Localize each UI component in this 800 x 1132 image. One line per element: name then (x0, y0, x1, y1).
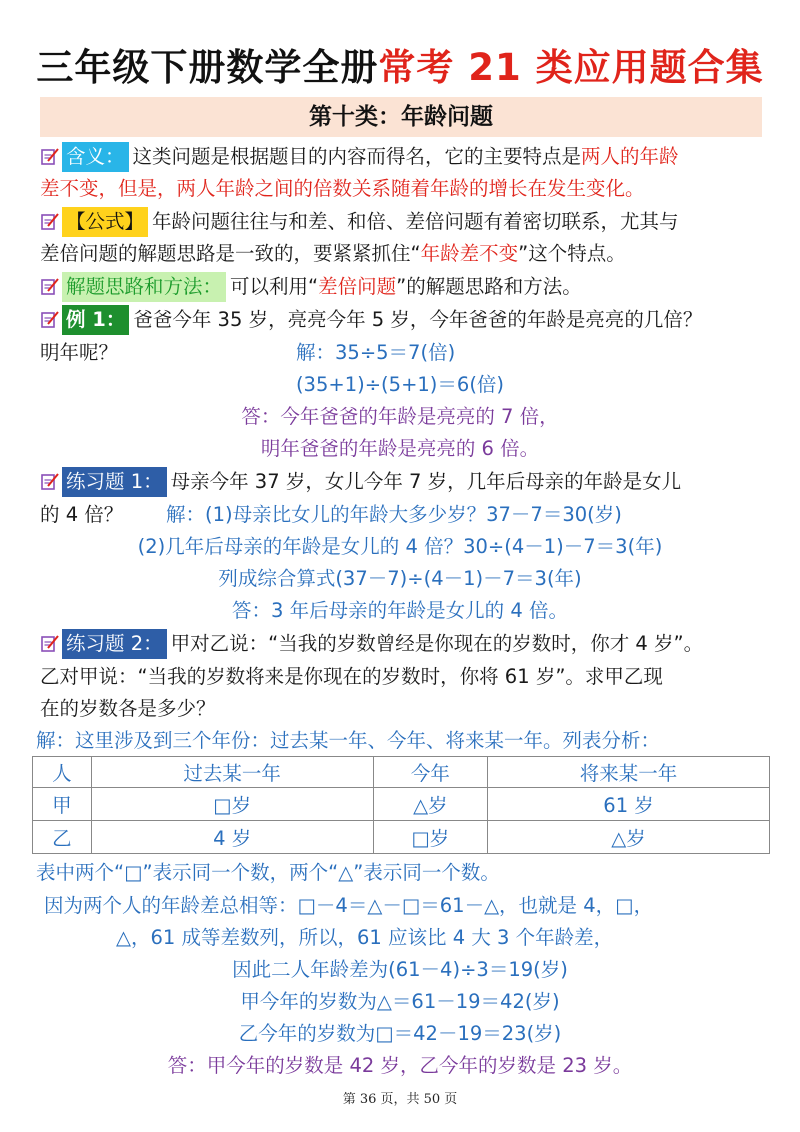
table-cell: △岁 (488, 821, 770, 854)
method-text-b: ”的解题思路和方法。 (396, 275, 582, 298)
example1-tag: 例 1： (62, 305, 129, 335)
practice1-solution-3: 列成综合算式(37－7)÷(4－1)－7＝3(年) (218, 567, 582, 590)
table-cell: 4 岁 (91, 821, 373, 854)
table-cell: □岁 (91, 788, 373, 821)
formula-text-b: ”这个特点。 (518, 242, 626, 265)
meaning-text: 这类问题是根据题目的内容而得名，它的主要特点是 (132, 145, 582, 168)
meaning-line-2: 差不变，但是，两人年龄之间的倍数关系随着年龄的增长在发生变化。 (40, 177, 645, 200)
formula-line-2 (40, 239, 626, 269)
page-title (0, 40, 800, 96)
method-text-red: 差倍问题 (318, 275, 397, 298)
method-text-a: 可以利用“ (230, 275, 319, 298)
page-footer: 第 36 页，共 50 页 (342, 1092, 458, 1107)
notepad-icon (40, 276, 60, 296)
practice2-line-1 (40, 629, 703, 659)
formula-line-1 (40, 207, 679, 237)
formula-text-red: 年龄差不变 (420, 242, 519, 265)
example1-answer-1: 答：今年爸爸的年龄是亮亮的 7 倍， (241, 405, 559, 428)
notepad-icon (40, 211, 60, 231)
table-cell: 61 岁 (488, 788, 770, 821)
table-cell: △岁 (373, 788, 488, 821)
practice1-line-2: 的 4 倍？ (40, 503, 124, 526)
section-heading: 第十类：年龄问题 (40, 97, 762, 137)
example1-solution-1: 解：35÷5＝7(倍) (296, 341, 456, 364)
formula-tag: 【公式】 (62, 207, 148, 237)
title-red: 常考 21 类应用题合集 (378, 46, 764, 89)
example1-answer-2: 明年爸爸的年龄是亮亮的 6 倍。 (260, 437, 540, 460)
table-row (33, 788, 770, 821)
practice2-note: 表中两个“□”表示同一个数，两个“△”表示同一个数。 (36, 861, 500, 884)
practice1-tag: 练习题 1： (62, 467, 167, 497)
method-line (40, 272, 582, 302)
practice1-line-1 (40, 467, 681, 497)
notepad-icon (40, 471, 60, 491)
practice2-reason-1: 因为两个人的年龄差总相等：□－4＝△－□＝61－△，也就是 4，□， (44, 894, 654, 917)
practice2-question-1: 甲对乙说：“当我的岁数曾经是你现在的岁数时，你才 4 岁”。 (170, 632, 704, 655)
practice1-solution-1: 解：(1)母亲比女儿的年龄大多少岁？37－7＝30(岁) (166, 503, 622, 526)
practice1-answer: 答：3 年后母亲的年龄是女儿的 4 倍。 (232, 599, 568, 622)
table-cell: 甲 (33, 788, 92, 821)
method-tag: 解题思路和方法： (62, 272, 226, 302)
formula-text: 年龄问题往往与和差、和倍、差倍问题有着密切联系，尤其与 (152, 210, 679, 233)
title-black: 三年级下册数学全册 (36, 46, 379, 89)
example1-question: 爸爸今年 35 岁，亮亮今年 5 岁，今年爸爸的年龄是亮亮的几倍？ (133, 308, 703, 331)
practice2-calc-3: 乙今年的岁数为□＝42－19＝23(岁) (238, 1022, 562, 1045)
age-table (32, 756, 770, 854)
table-cell: □岁 (373, 821, 488, 854)
notepad-icon (40, 309, 60, 329)
table-cell: 乙 (33, 821, 92, 854)
meaning-line-1 (40, 142, 679, 172)
table-header-cell: 人 (33, 757, 92, 788)
example1-line-2: 明年呢？ (40, 341, 119, 364)
practice2-calc-1: 因此二人年龄差为(61－4)÷3＝19(岁) (232, 958, 568, 981)
practice2-tag: 练习题 2： (62, 629, 167, 659)
table-header-row (33, 757, 770, 788)
practice1-solution-2: (2)几年后母亲的年龄是女儿的 4 倍？30÷(4－1)－7＝3(年) (137, 535, 663, 558)
notepad-icon (40, 633, 60, 653)
meaning-text-red: 两人的年龄 (581, 145, 679, 168)
notepad-icon (40, 146, 60, 166)
table-header-cell: 过去某一年 (91, 757, 373, 788)
table-header-cell: 将来某一年 (488, 757, 770, 788)
practice1-question: 母亲今年 37 岁，女儿今年 7 岁，几年后母亲的年龄是女儿 (170, 470, 682, 493)
practice2-line-2: 乙对甲说：“当我的岁数将来是你现在的岁数时，你将 61 岁”。求甲乙现 (40, 665, 663, 688)
table-header-cell: 今年 (373, 757, 488, 788)
practice2-answer: 答：甲今年的岁数是 42 岁，乙今年的岁数是 23 岁。 (167, 1054, 633, 1077)
practice2-reason-2: △，61 成等差数列，所以，61 应该比 4 大 3 个年龄差， (116, 926, 614, 949)
practice2-analysis: 解：这里涉及到三个年份：过去某一年、今年、将来某一年。列表分析： (36, 729, 661, 752)
practice2-line-3: 在的岁数各是多少？ (40, 697, 216, 720)
practice2-calc-2: 甲今年的岁数为△＝61－19＝42(岁) (240, 990, 560, 1013)
formula-text-a: 差倍问题的解题思路是一致的，要紧紧抓住“ (40, 242, 421, 265)
meaning-tag: 含义： (62, 142, 129, 172)
example1-line-1 (40, 305, 702, 335)
example1-solution-2: (35+1)÷(5+1)＝6(倍) (295, 373, 505, 396)
table-row (33, 821, 770, 854)
